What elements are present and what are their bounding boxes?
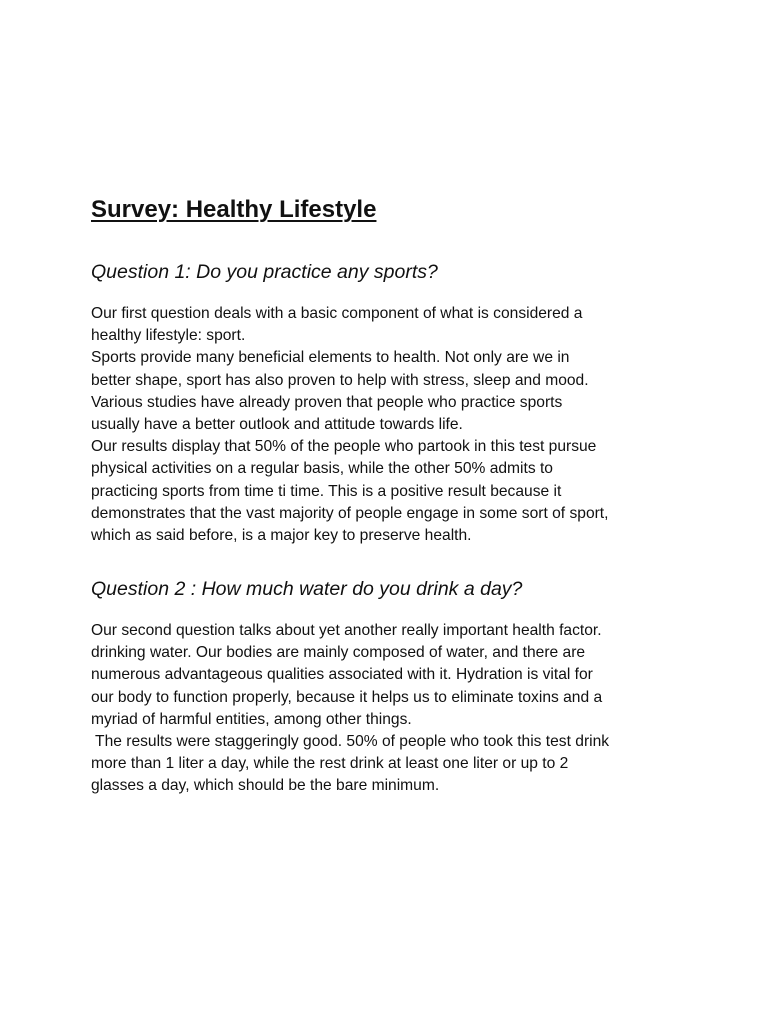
body-line: Various studies have already proven that people who practice sports <box>91 393 563 411</box>
page-title: Survey: Healthy Lifestyle <box>91 196 377 223</box>
body-line: our body to function properly, because it helps us to eliminate toxins and a <box>91 688 603 706</box>
body-line: numerous advantageous qualities associated with it. Hydration is vital for <box>91 666 593 684</box>
question-2-heading: Question 2 : How much water do you drink a day? <box>91 578 523 600</box>
question-1-body <box>91 303 608 547</box>
body-line: myriad of harmful entities, among other things. <box>91 710 412 728</box>
body-line: healthy lifestyle: sport. <box>91 327 246 345</box>
body-line: Our results display that 50% of the people who partook in this test pursue <box>91 438 597 456</box>
body-line: practicing sports from time ti time. This is a positive result because it <box>91 482 562 500</box>
question-2-body <box>91 620 609 798</box>
body-line: usually have a better outlook and attitude towards life. <box>91 416 463 434</box>
body-line: drinking water. Our bodies are mainly composed of water, and there are <box>91 644 586 662</box>
body-line: Sports provide many beneficial elements to health. Not only are we in <box>91 349 570 367</box>
body-line: demonstrates that the vast majority of people engage in some sort of sport, <box>91 504 609 522</box>
body-line: more than 1 liter a day, while the rest drink at least one liter or up to 2 <box>91 755 569 773</box>
body-line: Our first question deals with a basic component of what is considered a <box>91 305 583 322</box>
body-line: The results were staggeringly good. 50% of people who took this test drink <box>91 733 610 751</box>
body-line: better shape, sport has also proven to help with stress, sleep and mood. <box>91 371 589 389</box>
body-line: physical activities on a regular basis, while the other 50% admits to <box>91 460 553 478</box>
body-line: which as said before, is a major key to preserve health. <box>91 527 472 545</box>
body-line: Our second question talks about yet another really important health factor. <box>91 622 602 639</box>
question-1-heading: Question 1: Do you practice any sports? <box>91 261 438 283</box>
body-line: glasses a day, which should be the bare minimum. <box>91 777 440 795</box>
